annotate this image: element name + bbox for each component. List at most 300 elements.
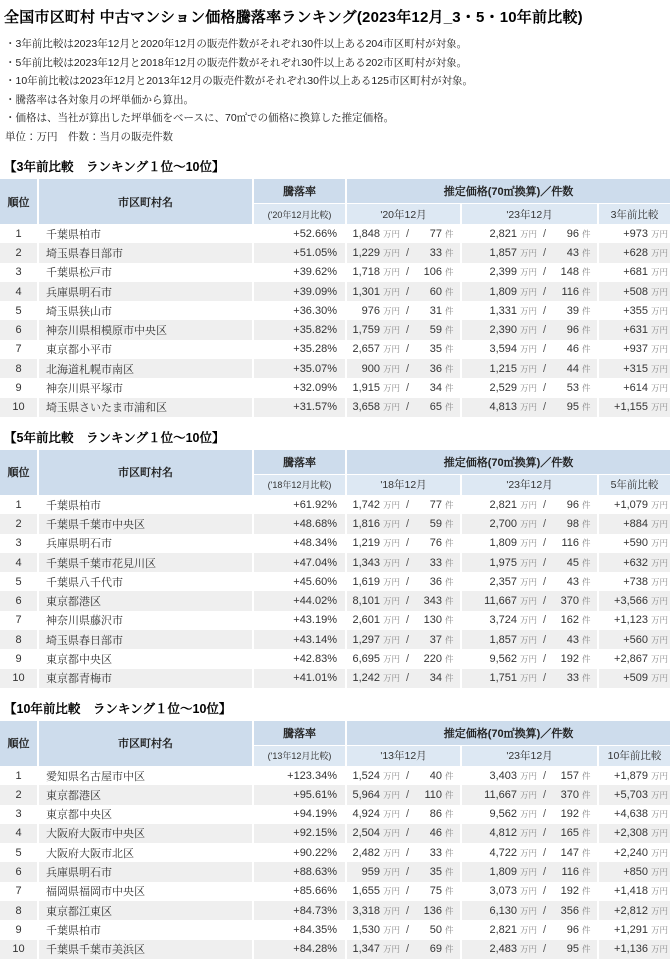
price-value: 1,857 <box>489 633 517 646</box>
count-unit: 件 <box>445 944 454 955</box>
price-value: 2,529 <box>489 382 517 395</box>
table-row <box>0 572 670 591</box>
price-value: 1,751 <box>489 672 517 685</box>
count-value: 43 <box>566 575 579 588</box>
diff-value: +560 <box>623 633 648 646</box>
price-unit: 万円 <box>519 924 537 935</box>
slash: / <box>542 517 547 530</box>
count-value: 39 <box>566 304 579 317</box>
price-unit: 万円 <box>382 886 400 897</box>
ranking-table-10yr <box>0 721 670 959</box>
slash: / <box>542 866 547 879</box>
price-value: 1,718 <box>352 266 380 279</box>
price-value: 5,964 <box>352 788 380 801</box>
diff-cell <box>599 766 670 785</box>
count-unit: 件 <box>445 847 454 858</box>
city-cell: 千葉県八千代市 <box>39 572 252 591</box>
table-row <box>0 359 670 378</box>
price-unit: 万円 <box>382 557 400 568</box>
diff-unit: 万円 <box>651 673 669 684</box>
price-unit: 万円 <box>519 673 537 684</box>
diff-cell <box>599 282 670 301</box>
slash: / <box>542 923 547 936</box>
count-value: 33 <box>429 246 442 259</box>
count-unit: 件 <box>582 499 591 510</box>
count-value: 40 <box>429 769 442 782</box>
count-value: 157 <box>560 769 579 782</box>
slash: / <box>405 362 410 375</box>
price-unit: 万円 <box>382 615 400 626</box>
diff-cell <box>599 649 670 668</box>
table-row <box>0 611 670 630</box>
diff-cell <box>599 785 670 804</box>
rate-cell: +48.68% <box>254 514 345 533</box>
notes-block <box>5 35 665 146</box>
rate-cell: +47.04% <box>254 553 345 572</box>
city-cell: 東京都小平市 <box>39 340 252 359</box>
diff-cell <box>599 378 670 397</box>
diff-value: +315 <box>623 362 648 375</box>
header-rate-sub: ('20年12月比較) <box>254 204 345 224</box>
header-city: 市区町村名 <box>39 721 252 766</box>
header-before-month: '20年12月 <box>347 204 460 224</box>
price-value: 959 <box>361 866 380 879</box>
diff-value: +738 <box>623 575 648 588</box>
header-city: 市区町村名 <box>39 450 252 495</box>
before-price-cell <box>347 243 460 262</box>
diff-value: +850 <box>623 866 648 879</box>
price-value: 1,343 <box>352 556 380 569</box>
section-5yr-comparison <box>0 428 670 688</box>
table-row <box>0 591 670 610</box>
header-rate-sub: ('13年12月比較) <box>254 746 345 766</box>
rank-cell: 1 <box>0 495 37 514</box>
diff-cell <box>599 495 670 514</box>
after-price-cell <box>462 263 597 282</box>
count-unit: 件 <box>582 228 591 239</box>
diff-unit: 万円 <box>651 634 669 645</box>
count-unit: 件 <box>445 924 454 935</box>
count-value: 33 <box>429 556 442 569</box>
count-unit: 件 <box>445 905 454 916</box>
city-cell: 埼玉県春日部市 <box>39 243 252 262</box>
diff-unit: 万円 <box>651 344 669 355</box>
price-unit: 万円 <box>382 634 400 645</box>
count-unit: 件 <box>445 383 454 394</box>
diff-value: +1,291 <box>614 923 648 936</box>
slash: / <box>542 246 547 259</box>
rank-cell: 9 <box>0 920 37 939</box>
diff-unit: 万円 <box>651 886 669 897</box>
diff-cell <box>599 805 670 824</box>
rate-cell: +31.57% <box>254 398 345 417</box>
diff-cell <box>599 224 670 243</box>
before-price-cell <box>347 669 460 688</box>
rate-cell: +123.34% <box>254 766 345 785</box>
before-price-cell <box>347 940 460 959</box>
rank-cell: 5 <box>0 843 37 862</box>
count-unit: 件 <box>445 305 454 316</box>
table-body <box>0 766 670 959</box>
price-unit: 万円 <box>519 305 537 316</box>
diff-cell <box>599 572 670 591</box>
rate-cell: +61.92% <box>254 495 345 514</box>
city-cell: 福岡県福岡市中央区 <box>39 882 252 901</box>
before-price-cell <box>347 495 460 514</box>
before-price-cell <box>347 320 460 339</box>
slash: / <box>405 382 410 395</box>
count-value: 147 <box>560 846 579 859</box>
city-cell: 東京都青梅市 <box>39 669 252 688</box>
count-value: 53 <box>566 382 579 395</box>
count-unit: 件 <box>582 886 591 897</box>
after-price-cell <box>462 398 597 417</box>
after-price-cell <box>462 649 597 668</box>
count-value: 95 <box>566 401 579 414</box>
price-unit: 万円 <box>519 770 537 781</box>
before-price-cell <box>347 572 460 591</box>
diff-value: +3,566 <box>614 595 648 608</box>
slash: / <box>405 672 410 685</box>
diff-cell <box>599 669 670 688</box>
after-price-cell <box>462 611 597 630</box>
city-cell: 大阪府大阪市北区 <box>39 843 252 862</box>
count-unit: 件 <box>445 615 454 626</box>
count-unit: 件 <box>445 499 454 510</box>
table-row <box>0 398 670 417</box>
price-unit: 万円 <box>519 557 537 568</box>
count-unit: 件 <box>445 518 454 529</box>
price-unit: 万円 <box>382 267 400 278</box>
rank-cell: 10 <box>0 398 37 417</box>
diff-unit: 万円 <box>651 905 669 916</box>
count-value: 162 <box>560 614 579 627</box>
count-unit: 件 <box>582 305 591 316</box>
count-value: 60 <box>429 285 442 298</box>
count-value: 116 <box>561 866 579 879</box>
price-unit: 万円 <box>519 576 537 587</box>
city-cell: 大阪府大阪市中央区 <box>39 824 252 843</box>
count-value: 33 <box>566 672 579 685</box>
note-line: ・3年前比較は2023年12月と2020年12月の販売件数がそれぞれ30件以上ある204市区町村が対象。 <box>5 38 468 50</box>
count-unit: 件 <box>445 596 454 607</box>
diff-unit: 万円 <box>651 538 669 549</box>
count-value: 69 <box>429 943 442 956</box>
after-price-cell <box>462 843 597 862</box>
rate-cell: +45.60% <box>254 572 345 591</box>
count-value: 35 <box>429 343 442 356</box>
count-value: 35 <box>429 866 442 879</box>
count-value: 75 <box>429 885 442 898</box>
after-price-cell <box>462 940 597 959</box>
price-unit: 万円 <box>382 867 400 878</box>
city-cell: 千葉県千葉市美浜区 <box>39 940 252 959</box>
count-unit: 件 <box>445 634 454 645</box>
price-unit: 万円 <box>382 596 400 607</box>
count-unit: 件 <box>445 402 454 413</box>
header-price-group <box>347 721 670 766</box>
diff-unit: 万円 <box>651 228 669 239</box>
table-row <box>0 766 670 785</box>
slash: / <box>542 788 547 801</box>
price-value: 1,809 <box>489 866 517 879</box>
table-row <box>0 630 670 649</box>
diff-value: +614 <box>623 382 648 395</box>
city-cell: 愛知県名古屋市中区 <box>39 766 252 785</box>
header-price-subrow <box>347 204 670 224</box>
count-value: 356 <box>560 904 579 917</box>
slash: / <box>405 866 410 879</box>
diff-unit: 万円 <box>651 828 669 839</box>
count-unit: 件 <box>445 867 454 878</box>
count-value: 59 <box>429 517 442 530</box>
price-unit: 万円 <box>519 286 537 297</box>
price-value: 9,562 <box>489 652 517 665</box>
price-unit: 万円 <box>382 770 400 781</box>
price-value: 1,242 <box>352 672 380 685</box>
diff-value: +937 <box>623 343 648 356</box>
ranking-table-5yr <box>0 450 670 688</box>
table-header <box>0 179 670 224</box>
header-before-month: '18年12月 <box>347 475 460 495</box>
price-value: 2,357 <box>489 575 517 588</box>
diff-cell <box>599 301 670 320</box>
slash: / <box>405 633 410 646</box>
count-value: 165 <box>560 827 579 840</box>
price-value: 4,813 <box>489 401 517 414</box>
table-row <box>0 882 670 901</box>
count-unit: 件 <box>445 653 454 664</box>
count-unit: 件 <box>582 286 591 297</box>
price-unit: 万円 <box>382 305 400 316</box>
count-unit: 件 <box>445 267 454 278</box>
slash: / <box>405 904 410 917</box>
count-unit: 件 <box>445 576 454 587</box>
count-unit: 件 <box>445 286 454 297</box>
price-unit: 万円 <box>382 538 400 549</box>
header-price-group-label: 推定価格(70㎡換算)／件数 <box>347 179 670 203</box>
before-price-cell <box>347 378 460 397</box>
slash: / <box>405 343 410 356</box>
diff-cell <box>599 901 670 920</box>
rank-cell: 6 <box>0 862 37 881</box>
diff-unit: 万円 <box>651 499 669 510</box>
rank-cell: 4 <box>0 282 37 301</box>
after-price-cell <box>462 805 597 824</box>
table-row <box>0 785 670 804</box>
table-header <box>0 450 670 495</box>
slash: / <box>405 614 410 627</box>
slash: / <box>542 343 547 356</box>
after-price-cell <box>462 224 597 243</box>
table-row <box>0 649 670 668</box>
city-cell: 東京都港区 <box>39 785 252 804</box>
header-before-month: '13年12月 <box>347 746 460 766</box>
count-unit: 件 <box>445 673 454 684</box>
price-unit: 万円 <box>519 344 537 355</box>
slash: / <box>542 904 547 917</box>
rank-cell: 2 <box>0 514 37 533</box>
rank-cell: 9 <box>0 649 37 668</box>
price-value: 2,821 <box>489 498 517 511</box>
count-unit: 件 <box>582 673 591 684</box>
price-unit: 万円 <box>519 789 537 800</box>
price-value: 11,667 <box>484 788 517 801</box>
count-unit: 件 <box>582 363 591 374</box>
diff-unit: 万円 <box>651 770 669 781</box>
rank-cell: 6 <box>0 591 37 610</box>
price-value: 4,722 <box>489 846 517 859</box>
count-value: 50 <box>429 923 442 936</box>
slash: / <box>542 827 547 840</box>
price-unit: 万円 <box>519 905 537 916</box>
header-price-group-label: 推定価格(70㎡換算)／件数 <box>347 450 670 474</box>
diff-unit: 万円 <box>651 867 669 878</box>
table-row <box>0 320 670 339</box>
price-unit: 万円 <box>382 905 400 916</box>
count-value: 192 <box>560 652 579 665</box>
rank-cell: 3 <box>0 263 37 282</box>
price-unit: 万円 <box>519 228 537 239</box>
rank-cell: 8 <box>0 901 37 920</box>
city-cell: 千葉県柏市 <box>39 495 252 514</box>
slash: / <box>405 943 410 956</box>
after-price-cell <box>462 282 597 301</box>
count-unit: 件 <box>582 596 591 607</box>
price-unit: 万円 <box>519 886 537 897</box>
diff-unit: 万円 <box>651 847 669 858</box>
price-value: 2,657 <box>352 343 380 356</box>
count-value: 192 <box>560 885 579 898</box>
diff-value: +631 <box>623 324 648 337</box>
price-value: 2,390 <box>489 324 517 337</box>
report-page <box>0 6 670 957</box>
slash: / <box>405 595 410 608</box>
diff-value: +1,418 <box>614 885 648 898</box>
slash: / <box>405 885 410 898</box>
price-value: 1,229 <box>352 246 380 259</box>
slash: / <box>542 266 547 279</box>
count-unit: 件 <box>445 789 454 800</box>
price-unit: 万円 <box>382 924 400 935</box>
price-unit: 万円 <box>382 673 400 684</box>
slash: / <box>542 885 547 898</box>
price-value: 1,975 <box>489 556 517 569</box>
rank-cell: 3 <box>0 805 37 824</box>
before-price-cell <box>347 359 460 378</box>
count-unit: 件 <box>582 383 591 394</box>
price-unit: 万円 <box>519 499 537 510</box>
price-value: 1,655 <box>352 885 380 898</box>
count-value: 46 <box>566 343 579 356</box>
slash: / <box>405 827 410 840</box>
diff-value: +355 <box>623 304 648 317</box>
count-unit: 件 <box>445 247 454 258</box>
rank-cell: 3 <box>0 534 37 553</box>
diff-value: +590 <box>623 537 648 550</box>
after-price-cell <box>462 824 597 843</box>
section-title: 【10年前比較 ランキング１位～10位】 <box>4 701 232 716</box>
after-price-cell <box>462 882 597 901</box>
price-value: 3,658 <box>352 401 380 414</box>
count-unit: 件 <box>582 924 591 935</box>
ranking-table-3yr <box>0 179 670 417</box>
diff-value: +628 <box>623 246 648 259</box>
city-cell: 東京都中央区 <box>39 649 252 668</box>
price-unit: 万円 <box>519 402 537 413</box>
price-unit: 万円 <box>382 247 400 258</box>
diff-cell <box>599 843 670 862</box>
slash: / <box>542 672 547 685</box>
rate-cell: +90.22% <box>254 843 345 862</box>
diff-unit: 万円 <box>651 402 669 413</box>
city-cell: 神奈川県平塚市 <box>39 378 252 397</box>
before-price-cell <box>347 785 460 804</box>
count-unit: 件 <box>582 557 591 568</box>
rate-cell: +35.28% <box>254 340 345 359</box>
slash: / <box>542 537 547 550</box>
count-value: 136 <box>423 904 442 917</box>
diff-value: +1,079 <box>614 498 648 511</box>
count-unit: 件 <box>582 828 591 839</box>
count-unit: 件 <box>445 538 454 549</box>
header-price-subrow <box>347 746 670 766</box>
slash: / <box>542 575 547 588</box>
rate-cell: +43.19% <box>254 611 345 630</box>
price-value: 3,403 <box>489 769 517 782</box>
diff-unit: 万円 <box>651 363 669 374</box>
rate-cell: +48.34% <box>254 534 345 553</box>
slash: / <box>405 285 410 298</box>
rate-cell: +39.62% <box>254 263 345 282</box>
count-value: 31 <box>429 304 442 317</box>
city-cell: 千葉県千葉市中央区 <box>39 514 252 533</box>
price-value: 2,700 <box>489 517 517 530</box>
diff-cell <box>599 630 670 649</box>
slash: / <box>542 227 547 240</box>
price-value: 1,524 <box>352 769 380 782</box>
slash: / <box>542 382 547 395</box>
diff-unit: 万円 <box>651 653 669 664</box>
table-row <box>0 669 670 688</box>
rate-cell: +95.61% <box>254 785 345 804</box>
before-price-cell <box>347 534 460 553</box>
price-value: 1,809 <box>489 285 517 298</box>
diff-cell <box>599 940 670 959</box>
table-row <box>0 495 670 514</box>
price-unit: 万円 <box>519 634 537 645</box>
price-value: 976 <box>361 304 380 317</box>
before-price-cell <box>347 611 460 630</box>
diff-unit: 万円 <box>651 596 669 607</box>
header-city: 市区町村名 <box>39 179 252 224</box>
slash: / <box>542 324 547 337</box>
diff-cell <box>599 340 670 359</box>
slash: / <box>542 808 547 821</box>
diff-cell <box>599 243 670 262</box>
count-value: 148 <box>560 266 579 279</box>
price-unit: 万円 <box>519 944 537 955</box>
count-unit: 件 <box>582 402 591 413</box>
note-line: ・5年前比較は2023年12月と2018年12月の販売件数がそれぞれ30件以上ある202市区町村が対象。 <box>5 56 468 69</box>
price-value: 2,483 <box>489 943 517 956</box>
count-value: 116 <box>561 537 579 550</box>
price-value: 8,101 <box>352 595 380 608</box>
price-unit: 万円 <box>382 228 400 239</box>
rate-cell: +32.09% <box>254 378 345 397</box>
count-value: 86 <box>429 808 442 821</box>
price-value: 3,318 <box>352 904 380 917</box>
